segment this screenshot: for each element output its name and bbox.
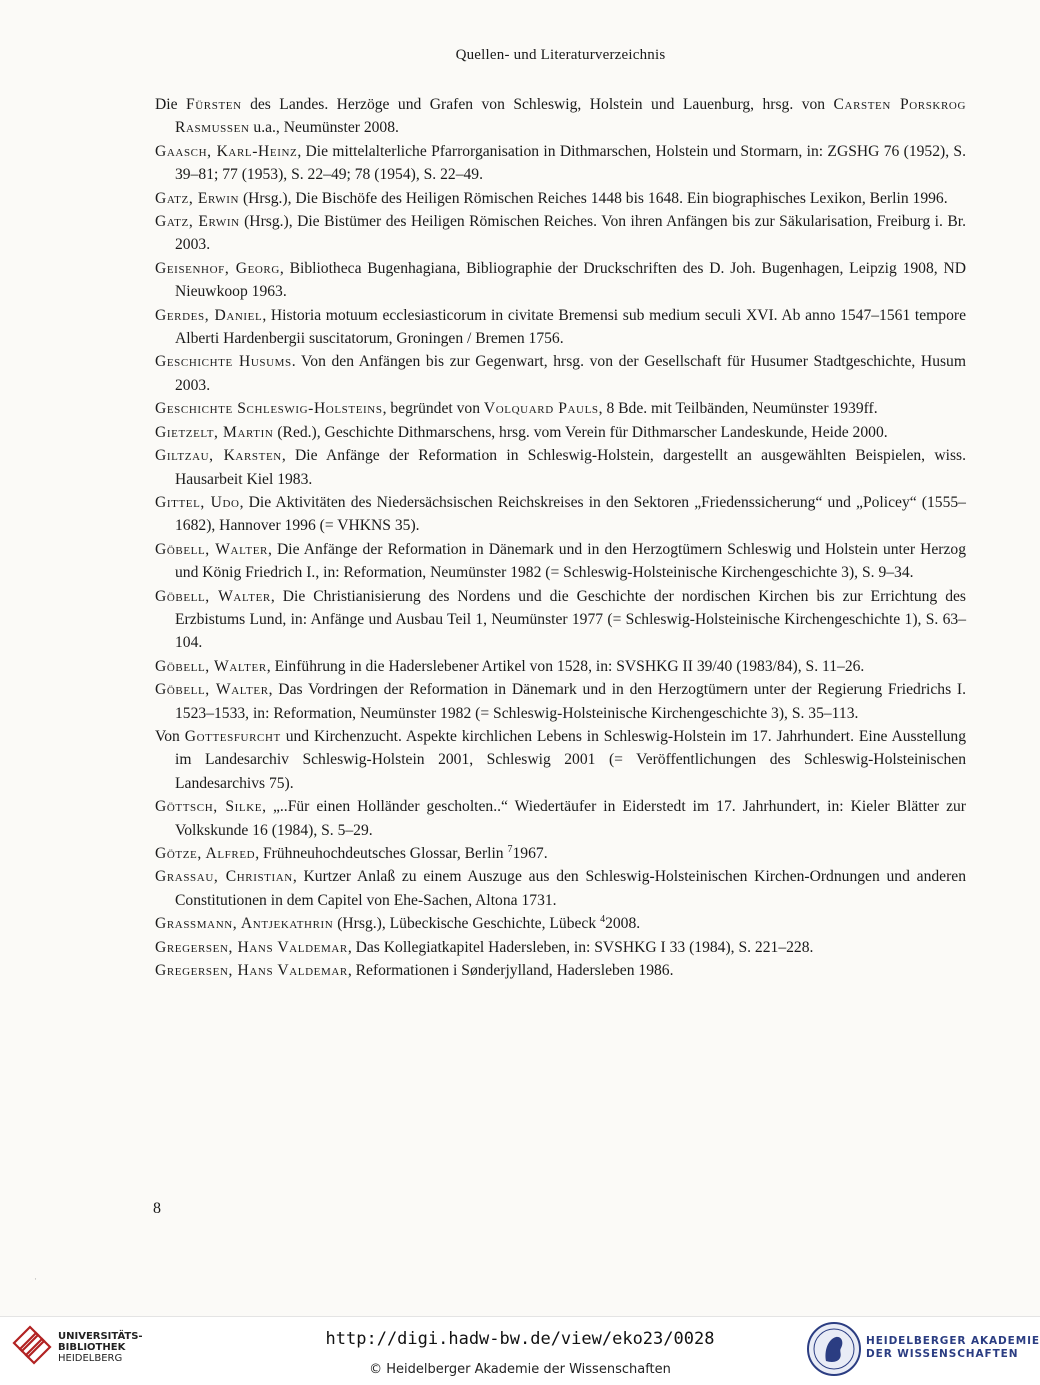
author-name: Göbell, Walter [155,657,267,675]
entry-text: , Bibliotheca Bugenhagiana, Bibliographie der Druckschriften des D. Joh. Bugenhagen, Leipzig 1908, ND Nieuwkoop 1963. [175,259,966,301]
author-name: Göbell, Walter [155,540,268,558]
bibliography-list [155,93,966,982]
bibliography-entry [155,257,966,304]
bibliography-entry [155,444,966,491]
running-head: Quellen- und Literaturverzeichnis [455,47,666,63]
bibliography-entry [155,865,966,912]
entry-text: , Reformationen i Sønderjylland, Hadersleben 1986. [347,962,674,980]
edition-superscript: 7 [507,844,513,855]
entry-text: , begründet von [382,400,484,418]
author-name: Gittel, Udo [155,493,240,511]
bibliography-entry [155,350,966,397]
entry-text: , Die mittelalterliche Pfarrorganisation in Dithmarschen, Holstein und Stormarn, in: ZGSHG 76 (1952), S. 39–81; 77 (1953), S. 22–49; 78 (1954), S. 22–49. [175,142,966,184]
bibliography-entry [155,491,966,538]
entry-text: (Hrsg.), Lübeckische Geschichte, Lübeck [333,915,601,933]
bibliography-entry [155,936,966,959]
entry-text: , 8 Bde. mit Teilbänden, Neumünster 1939ff. [598,400,878,418]
author-name: Volquard Pauls [483,400,599,418]
scan-speck: · [34,1274,37,1284]
bibliography-entry [155,93,966,140]
author-name: Götze, Alfred [155,845,256,862]
author-name: Fürsten [185,96,242,113]
author-name: Geschichte Husums [155,353,292,371]
author-name: Gietzelt, Martin [155,423,274,441]
entry-text: , Die Anfänge der Reformation in Schleswig-Holstein, dargestellt an ausgewählten Beispielen, wiss. Hausarbeit Kiel 1983. [175,447,967,488]
entry-text: Die [155,96,186,113]
entry-text: 1967. [512,845,548,862]
author-name: Göttsch, Silke [155,798,263,816]
entry-text: des Landes. Herzöge und Grafen von Schleswig, Holstein und Lauenburg, hrsg. von [241,96,834,113]
bibliography-entry [155,842,966,865]
entry-text: , Die Aktivitäten des Niedersächsischen Reichskreises in den Sektoren „Friedenssicherung“ und „Policey“ (1555–1682), Hannover 1996 (= VHKNS 35). [175,493,966,535]
entry-text: , Historia motuum ecclesiasticorum in civitate Bremensi sub medium seculi XVI. Ab anno 1547–1561 tempore Alberti Hardenbergii suscitatorum, Groningen / Bremen 1756. [175,306,967,348]
permalink-url[interactable]: http://digi.hadw-bw.de/view/eko23/0028 [325,1329,715,1349]
entry-text: , Frühneuhochdeutsches Glossar, Berlin [255,845,508,862]
entry-text: , Kurtzer Anlaß zu einem Auszuge aus den Schleswig-Holsteinischen Kirchen-Ordnungen und anderen Constitutionen in dem Capitel von Ehe-Sachen, Altona 1731. [175,868,966,909]
bibliography-entry [155,795,966,842]
entry-text: Von [155,727,185,745]
entry-text: , „..Für einen Holländer gescholten..“ Wiedertäufer in Eiderstedt im 17. Jahrhundert, in: Kieler Blätter zur Volkskunde 16 (1984), S. 5–29. [175,798,966,839]
bibliography-entry [155,421,966,444]
entry-text: , Das Kollegiatkapitel Hadersleben, in: SVSHKG I 33 (1984), S. 221–228. [347,938,814,956]
bibliography-entry [155,538,966,585]
entry-text: (Red.), Geschichte Dithmarschens, hrsg. vom Verein für Dithmarscher Landeskunde, Heide 2000. [273,423,888,441]
viewer-footer [0,1316,1040,1385]
entry-text: , Die Christianisierung des Nordens und die Geschichte der nordischen Kirchen bis zur Errichtung des Erzbistums Lund, in: Anfänge und Ausbau Teil 1, Neumünster 1977 (= Schleswig-Holsteinische Kirchengeschichte 1), S. 63–104. [175,587,967,652]
bibliography-entry [155,912,966,935]
entry-text: , Die Anfänge der Reformation in Dänemark und in den Herzogtümern Schleswig und Holstein unter Herzog und König Friedrich I., in: Reformation, Neumünster 1982 (= Schleswig-Holsteinische Kirchengeschichte 3), S. 9–34. [175,540,967,582]
entry-text: , Einführung in die Haderslebener Artikel von 1528, in: SVSHKG II 39/40 (1983/84), S. 11–26. [266,657,865,675]
bibliography-entry [155,140,966,187]
copyright-notice: © Heidelberger Akademie der Wissenschaften [369,1362,671,1377]
entry-text: . Von den Anfängen bis zur Gegenwart, hrsg. von der Gesellschaft für Husumer Stadtgeschichte, Husum 2003. [175,353,966,394]
author-name: Grassau, Christian [155,868,293,886]
edition-superscript: 4 [600,914,606,926]
author-name: Giltzau, Karsten [155,447,282,465]
entry-text: , Das Vordringen der Reformation in Dänemark und in den Herzogtümern unter der Regierung Friedrichs I. 1523–1533, in: Reformation, Neumünster 1982 (= Schleswig-Holsteinische Kirchengeschichte 3), S. 35–113. [175,681,966,722]
entry-text: (Hrsg.), Die Bischöfe des Heiligen Römischen Reiches 1448 bis 1648. Ein biographisches Lexikon, Berlin 1996. [239,189,948,207]
author-name: Gregersen, Hans Valdemar [155,938,348,956]
bibliography-entry [155,655,966,678]
page-number: 8 [153,1200,161,1217]
author-name: Geschichte Schleswig-Holsteins [155,400,383,418]
academy-name: HEIDELBERGER AKADEMIE DER WISSENSCHAFTEN [866,1335,1040,1360]
bibliography-entry [155,585,966,655]
entry-text: u.a., Neumünster 2008. [249,119,399,137]
author-name: Gaasch, Karl-Heinz [155,142,298,160]
entry-text: und Kirchenzucht. Aspekte kirchlichen Lebens in Schleswig-Holstein im 17. Jahrhundert. Eine Ausstellung im Landesarchiv Schleswig-Holstein 2001, Schleswig 2001 (= Veröffentlichungen des Schleswig-Holsteinischen Landesarchivs 75). [175,727,966,792]
academy-seal-icon [806,1321,862,1377]
bibliography-entry [155,397,966,420]
bibliography-entry [155,725,966,795]
entry-text: (Hrsg.), Die Bistümer des Heiligen Römischen Reiches. Von ihren Anfängen bis zur Säkularisation, Freiburg i. Br. 2003. [175,213,966,254]
author-name: Gottesfurcht [184,727,281,745]
author-name: Göbell, Walter [155,681,269,699]
author-name: Göbell, Walter [155,587,271,605]
bibliography-entry [155,304,966,351]
author-name: Grassmann, Antjekathrin [155,915,334,933]
author-name: Gerdes, Daniel [155,306,263,324]
university-library-name: UNIVERSITÄTS- BIBLIOTHEK HEIDELBERG [58,1331,143,1364]
bibliography-entry [155,959,966,982]
author-name: Carsten Porskrog Rasmussen [175,96,966,137]
author-name: Gatz, Erwin [155,189,240,207]
bibliography-entry [155,187,966,210]
author-name: Geisenhof, Georg [155,259,280,277]
author-name: Gregersen, Hans Valdemar [155,962,348,980]
bibliography-entry [155,678,966,725]
entry-text: 2008. [605,915,641,933]
author-name: Gatz, Erwin [155,213,240,231]
university-library-logo-icon [10,1323,54,1367]
bibliography-entry [155,210,966,257]
